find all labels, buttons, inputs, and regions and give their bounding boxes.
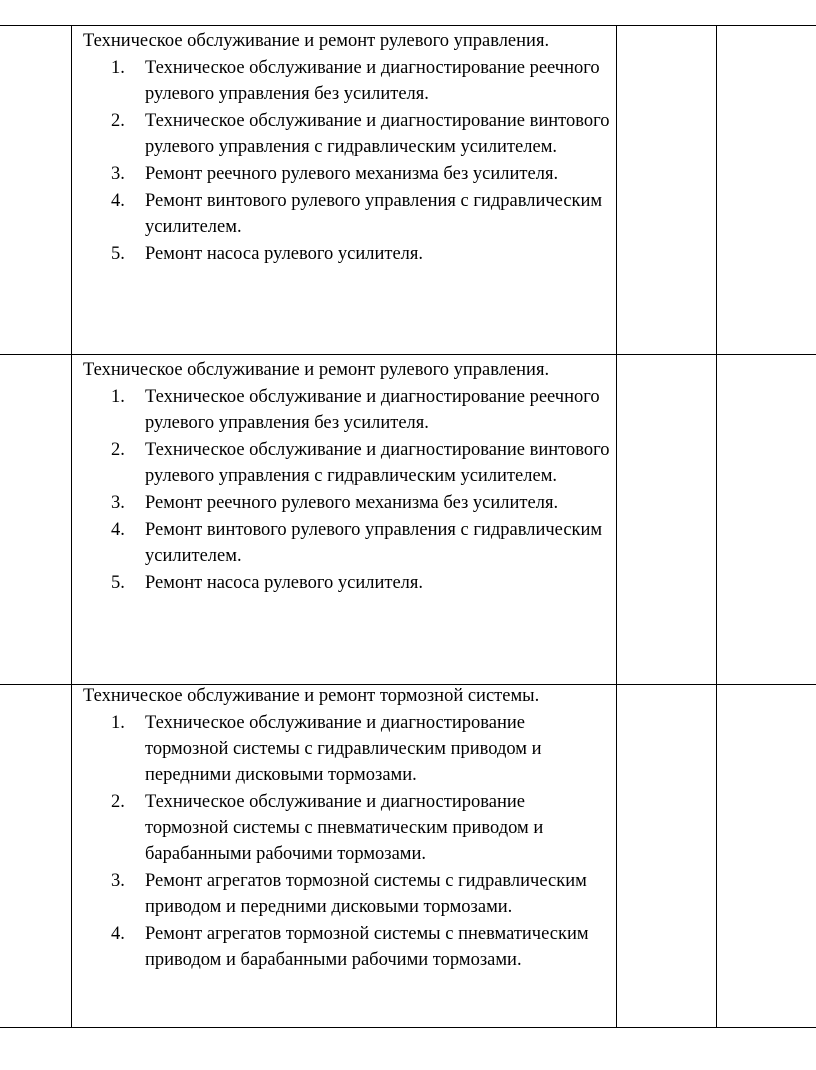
list-item (83, 384, 611, 436)
item-number: 2. (111, 440, 125, 460)
item-text: Ремонт реечного рулевого механизма без усилителя. (145, 493, 559, 513)
item-number: 3. (111, 164, 125, 184)
list-item (83, 188, 611, 240)
list-item (83, 868, 611, 920)
topic-title: Техническое обслуживание и ремонт рулевого управления. (83, 360, 550, 380)
column-divider (616, 25, 617, 1028)
list-item (83, 517, 611, 569)
item-number: 3. (111, 871, 125, 891)
item-number: 1. (111, 58, 125, 78)
item-text: Техническое обслуживание и диагностирование реечного рулевого управления без усилителя. (145, 387, 600, 433)
item-number: 5. (111, 573, 125, 593)
list-item (83, 789, 611, 867)
item-number: 1. (111, 387, 125, 407)
item-number: 4. (111, 191, 125, 211)
item-number: 2. (111, 792, 125, 812)
list-item (83, 241, 611, 267)
list-item (83, 108, 611, 160)
item-text: Ремонт винтового рулевого управления с гидравлическим усилителем. (145, 520, 603, 566)
table-bottom-border (0, 1027, 816, 1028)
item-number: 5. (111, 244, 125, 264)
item-text: Техническое обслуживание и диагностирование тормозной системы с пневматическим приводом и барабанными рабочими тормозами. (145, 792, 544, 864)
item-text: Ремонт реечного рулевого механизма без усилителя. (145, 164, 559, 184)
item-text: Ремонт насоса рулевого усилителя. (145, 573, 424, 593)
item-text: Техническое обслуживание и диагностирование винтового рулевого управления с гидравлическим усилителем. (145, 111, 610, 157)
list-item (83, 161, 611, 187)
item-text: Ремонт винтового рулевого управления с гидравлическим усилителем. (145, 191, 603, 237)
list-item (83, 55, 611, 107)
table-row (83, 357, 611, 596)
item-number: 1. (111, 713, 125, 733)
table-row (83, 28, 611, 267)
item-text: Техническое обслуживание и диагностирование реечного рулевого управления без усилителя. (145, 58, 600, 104)
task-list (83, 384, 611, 596)
item-text: Ремонт агрегатов тормозной системы с гидравлическим приводом и передними дисковыми тормозами. (145, 871, 587, 917)
item-text: Ремонт насоса рулевого усилителя. (145, 244, 424, 264)
list-item (83, 710, 611, 788)
item-number: 4. (111, 520, 125, 540)
topic-title: Техническое обслуживание и ремонт тормозной системы. (83, 686, 540, 706)
item-number: 2. (111, 111, 125, 131)
list-item (83, 921, 611, 973)
item-text: Техническое обслуживание и диагностирование тормозной системы с гидравлическим приводом и передними дисковыми тормозами. (145, 713, 542, 785)
item-text: Ремонт агрегатов тормозной системы с пневматическим приводом и барабанными рабочими тормозами. (145, 924, 589, 970)
column-divider (71, 25, 72, 1028)
item-text: Техническое обслуживание и диагностирование винтового рулевого управления с гидравлическим усилителем. (145, 440, 610, 486)
list-item (83, 490, 611, 516)
task-list (83, 55, 611, 267)
item-number: 3. (111, 493, 125, 513)
table-top-border (0, 25, 816, 26)
table-row (83, 683, 611, 973)
item-number: 4. (111, 924, 125, 944)
list-item (83, 437, 611, 489)
column-divider (716, 25, 717, 1028)
row-divider (0, 354, 816, 355)
list-item (83, 570, 611, 596)
task-list (83, 710, 611, 973)
topic-title: Техническое обслуживание и ремонт рулевого управления. (83, 31, 550, 51)
